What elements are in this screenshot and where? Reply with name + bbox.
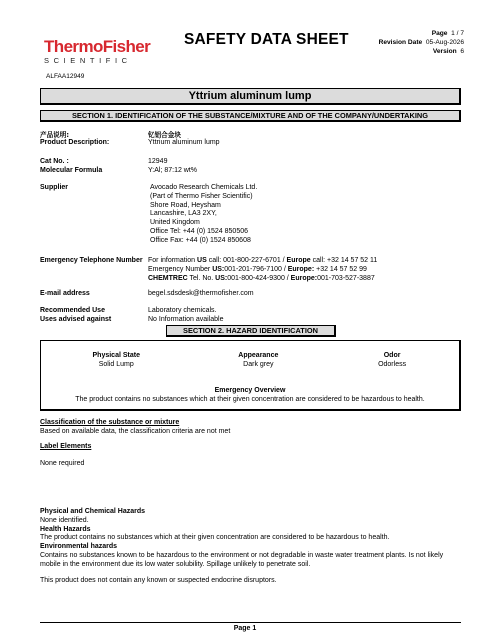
- appearance-label: Appearance: [238, 352, 279, 359]
- reference-code: ALFAA12949: [46, 73, 85, 80]
- supplier-address: [148, 184, 461, 245]
- logo-sub-text: SCIENTIFIC: [44, 56, 132, 65]
- document-title: SAFETY DATA SHEET: [184, 31, 349, 48]
- classification-text: Based on available data, the classification criteria are not met: [40, 427, 231, 435]
- label-elements-block: [40, 443, 461, 469]
- product-title-banner: Yttrium aluminum lump: [40, 88, 461, 105]
- product-description-label: Product Description:: [40, 139, 110, 147]
- product-description-value: Yttrium aluminum lump: [148, 139, 220, 147]
- emergency-overview-text: The product contains no substances which at their given concentration are considered to be hazardous to health.: [75, 395, 425, 403]
- email-label: E-mail address: [40, 290, 90, 297]
- footer-divider: [40, 622, 461, 623]
- thermo-fisher-logo: [44, 38, 150, 65]
- version-label: Version: [432, 47, 457, 55]
- supplier-line: (Part of Thermo Fisher Scientific): [150, 192, 253, 200]
- recommended-use-value: Laboratory chemicals.: [148, 307, 217, 314]
- appearance: [191, 352, 325, 370]
- appearance-value: Dark grey: [243, 360, 274, 368]
- supplier-line: Office Fax: +44 (0) 1524 850608: [150, 236, 251, 244]
- cat-no-value: 12949: [148, 158, 168, 165]
- phys-chem-text: None identified.: [40, 516, 89, 524]
- logo-main-text: ThermoFisher: [44, 37, 151, 56]
- hazards-block: [40, 508, 461, 586]
- emergency-phone-row: [40, 257, 461, 283]
- uses-against-value: No Information available: [148, 316, 224, 323]
- supplier-line: Office Tel: +44 (0) 1524 850506: [150, 227, 249, 235]
- page-value: 1 / 7: [451, 30, 464, 37]
- env-text: Contains no substances known to be hazardous to the environment or not degradable in waste water treatment plants. Is not likely mobile in the environment due its low water solubility. Spillage unlikely to penetrate soil.: [40, 551, 444, 568]
- endocrine-text: This product does not contain any known or suspected endocrine disruptors.: [40, 577, 277, 585]
- odor-value: Odorless: [378, 360, 407, 368]
- health-text: The product contains no substances which at their given concentration are considered to be hazardous to health.: [40, 534, 390, 542]
- molecular-formula-label: Molecular Formula: [40, 167, 103, 174]
- document-meta: [379, 30, 464, 57]
- supplier-line: Avocado Research Chemicals Ltd.: [150, 184, 258, 191]
- molecular-formula-value: Y:Al; 87:12 wt%: [148, 167, 198, 174]
- revision-label: Revision Date: [378, 38, 423, 46]
- emergency-phone-label: Emergency Telephone Number: [40, 257, 143, 264]
- supplier-line: Lancashire, LA3 2XY,: [150, 210, 217, 218]
- label-elements-heading: Label Elements: [40, 443, 92, 450]
- cat-no-row: [40, 158, 461, 167]
- supplier-label: Supplier: [40, 184, 69, 191]
- uses-against-row: [40, 316, 461, 325]
- cat-no-label: Cat No. :: [40, 158, 69, 165]
- molecular-formula-row: [40, 167, 461, 176]
- recommended-use-row: [40, 307, 461, 316]
- odor: [325, 352, 459, 370]
- property-row: [41, 352, 459, 370]
- emergency-overview-label: Emergency Overview: [214, 387, 286, 394]
- phys-chem-heading: Physical and Chemical Hazards: [40, 508, 146, 515]
- physical-state: [41, 352, 191, 370]
- revision-value: 05-Aug-2026: [425, 38, 464, 46]
- health-heading: Health Hazards: [40, 525, 91, 533]
- page-label: Page: [431, 30, 448, 37]
- physical-state-value: Solid Lump: [98, 360, 134, 368]
- product-description-value-cn: 钇铝合金块: [148, 131, 181, 139]
- classification-block: [40, 419, 461, 437]
- footer-page-number: Page 1: [233, 625, 257, 632]
- hazard-summary-box: [40, 340, 461, 411]
- product-description-row: [40, 131, 461, 148]
- section-2-heading: SECTION 2. HAZARD IDENTIFICATION: [166, 325, 336, 337]
- label-elements-text: None required: [40, 459, 85, 467]
- physical-state-label: Physical State: [92, 352, 140, 359]
- env-heading: Environmental hazards: [40, 543, 118, 550]
- email-value[interactable]: begel.sdsdesk@thermofisher.com: [148, 290, 254, 297]
- emergency-overview: [41, 387, 459, 405]
- version-value: 6: [460, 47, 464, 55]
- email-row: [40, 290, 461, 299]
- supplier-line: Shore Road, Heysham: [150, 201, 221, 209]
- supplier-row: [40, 184, 461, 245]
- product-description-label-cn: 产品说明:: [40, 131, 70, 139]
- supplier-line: United Kingdom: [150, 219, 200, 226]
- section-1-heading: SECTION 1. IDENTIFICATION OF THE SUBSTANCE/MIXTURE AND OF THE COMPANY/UNDERTAKING: [40, 110, 461, 122]
- classification-heading: Classification of the substance or mixture: [40, 419, 180, 426]
- emergency-phone-values: For information US call: 001-800-227-6701 / Europe call: +32 14 57 52 11 Emergency Number US:001-201-796-7100 / Europe: +32 14 57 52 99 CHEMTREC Tel. No. US:001-800-424-9300 / Europe:001-703-527-3887: [148, 257, 378, 282]
- recommended-use-label: Recommended Use: [40, 307, 105, 314]
- odor-label: Odor: [383, 352, 401, 359]
- uses-against-label: Uses advised against: [40, 316, 112, 323]
